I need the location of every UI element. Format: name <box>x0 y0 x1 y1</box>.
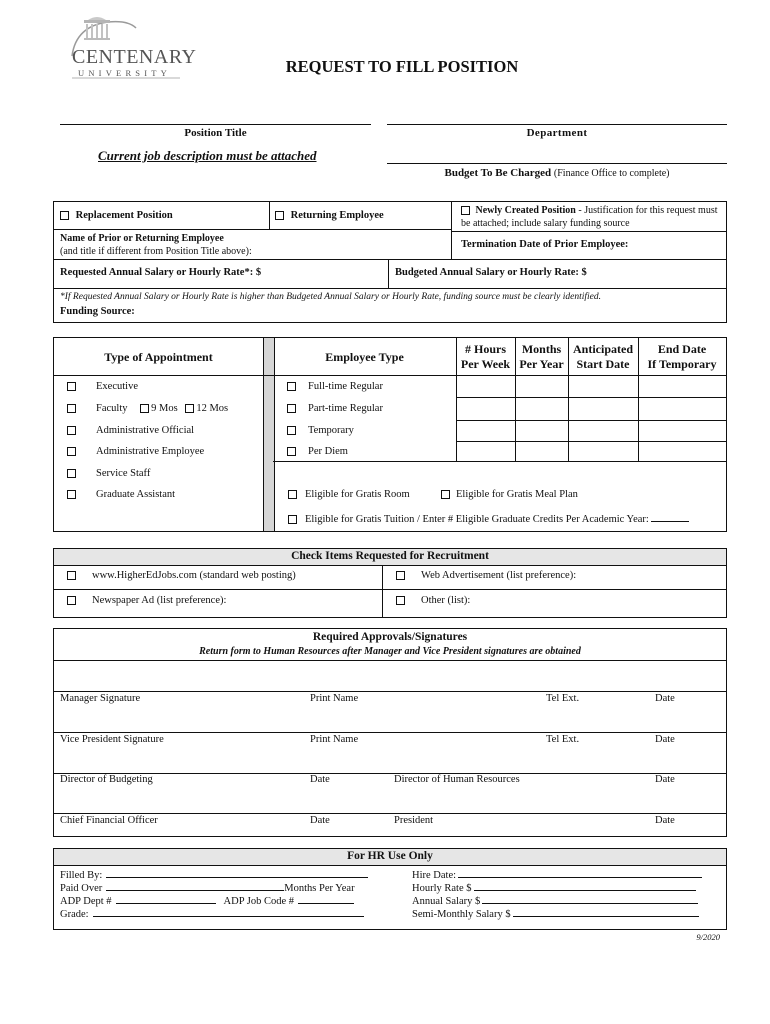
end-date-header: End Date If Temporary <box>647 342 717 371</box>
hr-header: For HR Use Only <box>347 850 433 862</box>
returning-checkbox[interactable] <box>275 211 284 220</box>
director-hr-field[interactable]: Director of Human Resources <box>394 774 520 785</box>
appointment-faculty[interactable]: Faculty 9 Mos 12 Mos <box>67 403 228 414</box>
department-label: Department <box>526 127 588 139</box>
approvals-section <box>53 628 727 837</box>
requested-salary-field[interactable]: Requested Annual Salary or Hourly Rate*: $ <box>60 267 262 278</box>
recruitment-web-ad[interactable]: Web Advertisement (list preference): <box>396 570 576 581</box>
recruitment-other[interactable]: Other (list): <box>396 595 470 606</box>
gratis-tuition-option[interactable]: Eligible for Gratis Tuition / Enter # Eligible Graduate Credits Per Academic Year: <box>288 514 689 525</box>
president-date[interactable]: Date <box>655 815 675 826</box>
position-title-label: Position Title <box>184 127 247 139</box>
recruitment-header: Check Items Requested for Recruitment <box>291 550 489 562</box>
replacement-position-option[interactable]: Replacement Position <box>60 210 173 221</box>
funding-source-field[interactable]: Funding Source: <box>60 306 135 317</box>
manager-signature-field[interactable]: Manager Signature <box>60 693 141 704</box>
employee-type-part-time[interactable]: Part-time Regular <box>287 403 383 414</box>
appointment-admin-official[interactable]: Administrative Official <box>67 425 194 436</box>
recruitment-section <box>53 548 727 618</box>
page-title: REQUEST TO FILL POSITION <box>285 57 519 76</box>
hours-per-week-header: # Hours Per Week <box>460 342 511 371</box>
replacement-checkbox[interactable] <box>60 211 69 220</box>
vp-tel-ext[interactable]: Tel Ext. <box>546 734 580 745</box>
vp-signature-field[interactable]: Vice President Signature <box>60 734 164 745</box>
appointment-section <box>53 337 727 532</box>
newly-created-checkbox[interactable] <box>461 206 470 215</box>
director-hr-date[interactable]: Date <box>655 774 675 785</box>
grade-field[interactable]: Grade: <box>60 909 364 920</box>
logo-subtitle: UNIVERSITY <box>78 68 171 78</box>
hr-use-only-section <box>53 848 727 930</box>
employee-type-header: Employee Type <box>325 350 404 364</box>
budget-charged-label: Budget To Be Charged (Finance Office to complete) <box>444 167 670 179</box>
termination-date-field[interactable]: Termination Date of Prior Employee: <box>461 239 629 250</box>
manager-print-name[interactable]: Print Name <box>310 693 359 704</box>
appointment-service-staff[interactable]: Service Staff <box>67 468 150 479</box>
newly-created-option[interactable]: Newly Created Position - Justification for this request must be attached; include salary funding source <box>461 205 718 229</box>
gratis-meal-option[interactable]: Eligible for Gratis Meal Plan <box>441 489 578 500</box>
paid-over-field[interactable]: Paid Over Months Per Year <box>60 883 355 894</box>
manager-tel-ext[interactable]: Tel Ext. <box>546 693 580 704</box>
employee-type-per-diem[interactable]: Per Diem <box>287 446 348 457</box>
annual-salary-field[interactable]: Annual Salary $ <box>412 896 698 907</box>
manager-date[interactable]: Date <box>655 693 675 704</box>
vp-date[interactable]: Date <box>655 734 675 745</box>
director-budgeting-field[interactable]: Director of Budgeting <box>60 774 153 785</box>
logo-name: CENTENARY <box>72 46 197 68</box>
director-budgeting-date[interactable]: Date <box>310 774 330 785</box>
semi-monthly-salary-field[interactable]: Semi-Monthly Salary $ <box>412 909 699 920</box>
filled-by-field[interactable]: Filled By: <box>60 870 368 881</box>
cfo-field[interactable]: Chief Financial Officer <box>60 815 158 826</box>
vp-print-name[interactable]: Print Name <box>310 734 359 745</box>
hire-date-field[interactable]: Hire Date: <box>412 870 702 881</box>
salary-footnote: *If Requested Annual Salary or Hourly Rate is higher than Budgeted Annual Salary or Hourly Rate, funding source must be clearly identified. <box>60 292 601 302</box>
approvals-subheader: Return form to Human Resources after Manager and Vice President signatures are obtained <box>199 646 581 657</box>
hourly-rate-field[interactable]: Hourly Rate $ <box>412 883 696 894</box>
cfo-date[interactable]: Date <box>310 815 330 826</box>
budgeted-salary-field[interactable]: Budgeted Annual Salary or Hourly Rate: $ <box>395 267 587 278</box>
faculty-9-mos-checkbox[interactable] <box>140 404 149 413</box>
appointment-executive[interactable]: Executive <box>67 381 138 392</box>
employee-type-temporary[interactable]: Temporary <box>287 425 354 436</box>
returning-employee-option[interactable]: Returning Employee <box>275 210 384 221</box>
faculty-12-mos-checkbox[interactable] <box>185 404 194 413</box>
appointment-admin-employee[interactable]: Administrative Employee <box>67 446 204 457</box>
job-description-note: Current job description must be attached <box>98 148 317 163</box>
type-of-appointment-header: Type of Appointment <box>104 350 213 364</box>
approvals-header: Required Approvals/Signatures <box>312 631 468 643</box>
employee-type-full-time[interactable]: Full-time Regular <box>287 381 383 392</box>
president-field[interactable]: President <box>394 815 434 826</box>
gratis-room-option[interactable]: Eligible for Gratis Room <box>288 489 410 500</box>
recruitment-newspaper[interactable]: Newspaper Ad (list preference): <box>67 595 226 606</box>
position-info-box <box>53 201 727 323</box>
recruitment-higheredjobs[interactable]: www.HigherEdJobs.com (standard web posting) <box>67 570 296 581</box>
prior-employee-name-field[interactable]: Name of Prior or Returning Employee (and title if different from Position Title above): <box>60 233 252 257</box>
adp-dept-field[interactable]: ADP Dept # ADP Job Code # <box>60 896 354 907</box>
form-version-date: 9/2020 <box>696 932 720 942</box>
months-per-year-header: Months Per Year <box>519 342 564 371</box>
anticipated-start-header: Anticipated Start Date <box>573 342 633 371</box>
appointment-graduate-assistant[interactable]: Graduate Assistant <box>67 489 175 500</box>
